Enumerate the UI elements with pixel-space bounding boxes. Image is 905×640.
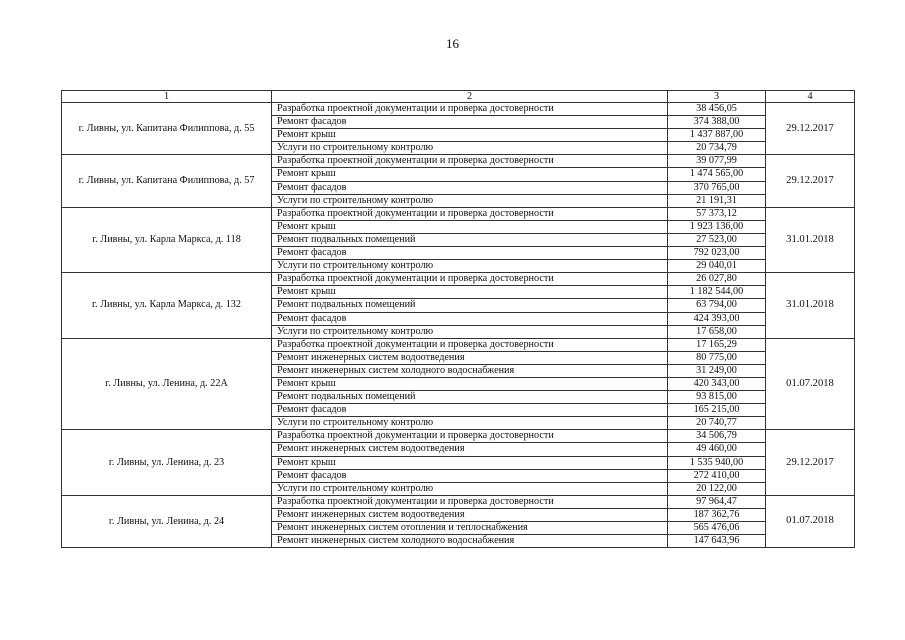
- amount-cell: 57 373,12: [668, 207, 766, 220]
- amount-cell: 93 815,00: [668, 391, 766, 404]
- amount-cell: 20 734,79: [668, 142, 766, 155]
- amount-cell: 1 474 565,00: [668, 168, 766, 181]
- amount-cell: 1 923 136,00: [668, 220, 766, 233]
- work-type-cell: Ремонт крыш: [272, 377, 668, 390]
- table-row: [62, 103, 855, 116]
- amount-cell: 31 249,00: [668, 364, 766, 377]
- amount-cell: 39 077,99: [668, 155, 766, 168]
- amount-cell: 21 191,31: [668, 194, 766, 207]
- work-type-cell: Ремонт фасадов: [272, 247, 668, 260]
- amount-cell: 374 388,00: [668, 116, 766, 129]
- work-type-cell: Разработка проектной документации и проверка достоверности: [272, 273, 668, 286]
- work-type-cell: Ремонт инженерных систем водоотведения: [272, 443, 668, 456]
- amount-cell: 272 410,00: [668, 469, 766, 482]
- date-cell: 01.07.2018: [766, 338, 855, 430]
- address-cell: г. Ливны, ул. Ленина, д. 24: [62, 495, 272, 547]
- amount-cell: 1 437 887,00: [668, 129, 766, 142]
- address-cell: г. Ливны, ул. Капитана Филиппова, д. 57: [62, 155, 272, 207]
- amount-cell: 49 460,00: [668, 443, 766, 456]
- address-cell: г. Ливны, ул. Капитана Филиппова, д. 55: [62, 103, 272, 155]
- amount-cell: 27 523,00: [668, 233, 766, 246]
- amount-cell: 29 040,01: [668, 260, 766, 273]
- work-type-cell: Ремонт инженерных систем холодного водоснабжения: [272, 364, 668, 377]
- date-cell: 29.12.2017: [766, 103, 855, 155]
- column-header: 1: [62, 91, 272, 103]
- amount-cell: 20 122,00: [668, 482, 766, 495]
- work-type-cell: Ремонт крыш: [272, 220, 668, 233]
- table-header-row: [62, 91, 855, 103]
- work-type-cell: Ремонт фасадов: [272, 312, 668, 325]
- address-cell: г. Ливны, ул. Карла Маркса, д. 132: [62, 273, 272, 338]
- work-type-cell: Услуги по строительному контролю: [272, 325, 668, 338]
- amount-cell: 17 165,29: [668, 338, 766, 351]
- column-header: 3: [668, 91, 766, 103]
- amount-cell: 147 643,96: [668, 535, 766, 548]
- address-cell: г. Ливны, ул. Ленина, д. 23: [62, 430, 272, 495]
- amount-cell: 424 393,00: [668, 312, 766, 325]
- work-type-cell: Ремонт фасадов: [272, 404, 668, 417]
- work-type-cell: Ремонт крыш: [272, 129, 668, 142]
- amount-cell: 26 027,80: [668, 273, 766, 286]
- amount-cell: 187 362,76: [668, 508, 766, 521]
- work-type-cell: Ремонт подвальных помещений: [272, 233, 668, 246]
- work-type-cell: Ремонт крыш: [272, 168, 668, 181]
- amount-cell: 80 775,00: [668, 351, 766, 364]
- table-row: [62, 495, 855, 508]
- amount-cell: 1 535 940,00: [668, 456, 766, 469]
- work-type-cell: Разработка проектной документации и проверка достоверности: [272, 155, 668, 168]
- page-number: 16: [446, 36, 459, 51]
- work-type-cell: Ремонт инженерных систем водоотведения: [272, 351, 668, 364]
- table-row: [62, 155, 855, 168]
- work-type-cell: Разработка проектной документации и проверка достоверности: [272, 103, 668, 116]
- work-type-cell: Разработка проектной документации и проверка достоверности: [272, 495, 668, 508]
- column-header: 2: [272, 91, 668, 103]
- amount-cell: 420 343,00: [668, 377, 766, 390]
- address-cell: г. Ливны, ул. Карла Маркса, д. 118: [62, 207, 272, 272]
- amount-cell: 63 794,00: [668, 299, 766, 312]
- amount-cell: 370 765,00: [668, 181, 766, 194]
- table-row: [62, 430, 855, 443]
- work-type-cell: Услуги по строительному контролю: [272, 260, 668, 273]
- table-row: [62, 273, 855, 286]
- amount-cell: 97 964,47: [668, 495, 766, 508]
- work-type-cell: Ремонт подвальных помещений: [272, 391, 668, 404]
- work-type-cell: Ремонт подвальных помещений: [272, 299, 668, 312]
- work-type-cell: Ремонт инженерных систем водоотведения: [272, 508, 668, 521]
- repair-schedule-table: [61, 90, 855, 548]
- work-type-cell: Разработка проектной документации и проверка достоверности: [272, 430, 668, 443]
- amount-cell: 38 456,05: [668, 103, 766, 116]
- date-cell: 01.07.2018: [766, 495, 855, 547]
- amount-cell: 20 740,77: [668, 417, 766, 430]
- work-type-cell: Разработка проектной документации и проверка достоверности: [272, 338, 668, 351]
- amount-cell: 792 023,00: [668, 247, 766, 260]
- address-cell: г. Ливны, ул. Ленина, д. 22А: [62, 338, 272, 430]
- amount-cell: 34 506,79: [668, 430, 766, 443]
- amount-cell: 565 476,06: [668, 522, 766, 535]
- work-type-cell: Услуги по строительному контролю: [272, 417, 668, 430]
- work-type-cell: Ремонт фасадов: [272, 469, 668, 482]
- work-type-cell: Ремонт инженерных систем холодного водоснабжения: [272, 535, 668, 548]
- amount-cell: 1 182 544,00: [668, 286, 766, 299]
- date-cell: 29.12.2017: [766, 155, 855, 207]
- table-row: [62, 338, 855, 351]
- work-type-cell: Услуги по строительному контролю: [272, 194, 668, 207]
- work-type-cell: Разработка проектной документации и проверка достоверности: [272, 207, 668, 220]
- amount-cell: 165 215,00: [668, 404, 766, 417]
- column-header: 4: [766, 91, 855, 103]
- date-cell: 29.12.2017: [766, 430, 855, 495]
- work-type-cell: Ремонт крыш: [272, 286, 668, 299]
- work-type-cell: Услуги по строительному контролю: [272, 142, 668, 155]
- table-row: [62, 207, 855, 220]
- amount-cell: 17 658,00: [668, 325, 766, 338]
- work-type-cell: Услуги по строительному контролю: [272, 482, 668, 495]
- work-type-cell: Ремонт инженерных систем отопления и теплоснабжения: [272, 522, 668, 535]
- date-cell: 31.01.2018: [766, 273, 855, 338]
- work-type-cell: Ремонт крыш: [272, 456, 668, 469]
- work-type-cell: Ремонт фасадов: [272, 116, 668, 129]
- work-type-cell: Ремонт фасадов: [272, 181, 668, 194]
- date-cell: 31.01.2018: [766, 207, 855, 272]
